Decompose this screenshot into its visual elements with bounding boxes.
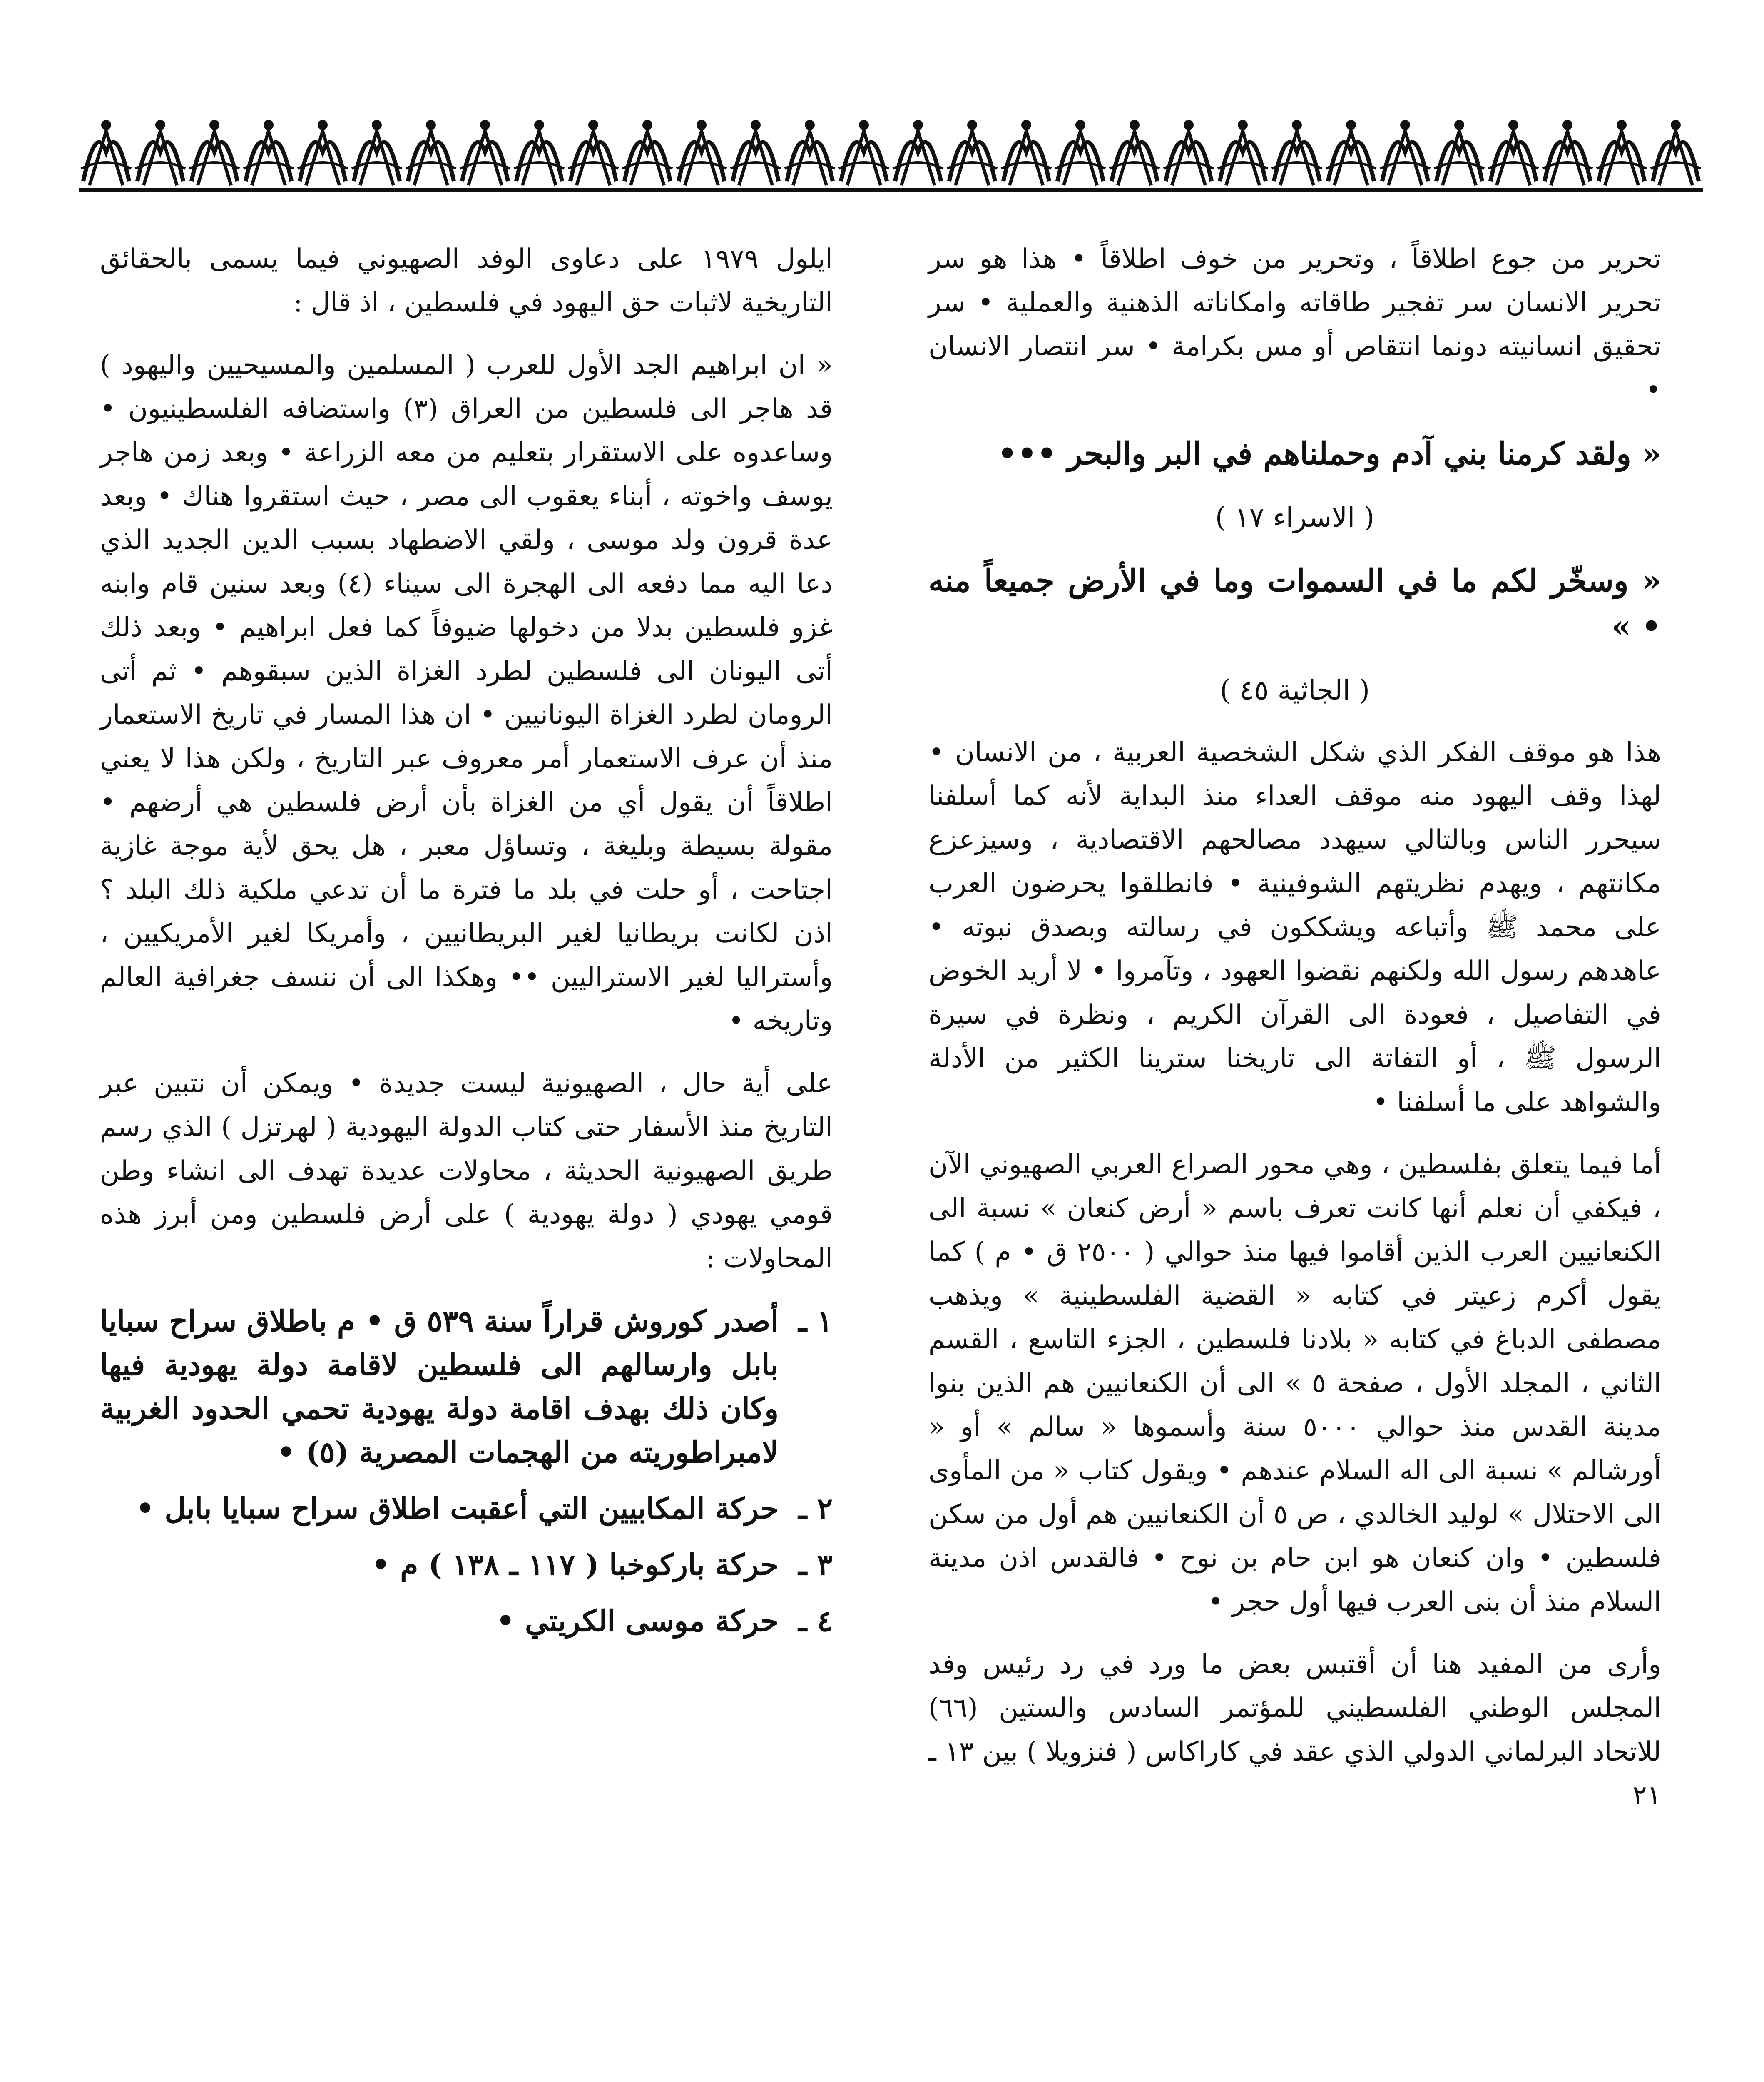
left-paragraph-1: ايلول ١٩٧٩ على دعاوى الوفد الصهيوني فيما يسمى بالحقائق التاريخية لاثبات حق اليهود في فلسطين ، اذ قال : bbox=[100, 244, 833, 318]
quran-verse-1: « ولقد كرمنا بني آدم وحملناهم في البر والبحر ••• bbox=[997, 436, 1661, 472]
list-item-number: ٤ ـ bbox=[798, 1604, 833, 1638]
list-item-text: أصدر كوروش قراراً سنة ٥٣٩ ق • م باطلاق سراح سبايا بابل وارسالهم الى فلسطين لاقامة دولة يهودية فيها وكان ذلك بهدف اقامة دولة يهودية تحمي الحدود الغربية لامبراطوريته من الهجمات المصرية (٥) • bbox=[100, 1304, 779, 1469]
left-column bbox=[100, 237, 833, 1655]
verse-1-reference: ( الاسراء ١٧ ) bbox=[1215, 501, 1375, 533]
left-paragraph-2: « ان ابراهيم الجد الأول للعرب ( المسلمين والمسيحيين واليهود ) قد هاجر الى فلسطين من العراق (٣) واستضافه الفلسطينيون • وساعدوه على الاستقرار بتعليم من معه الزراعة • وبعد زمن هاجر يوسف واخوته ، أبناء يعقوب الى مصر ، حيث استقروا هناك • وبعد عدة قرون ولد موسى ، ولقي الاضطهاد بسبب الدين الجديد الذي دعا اليه مما دفعه الى الهجرة الى سيناء (٤) وبعد سنين قام وابنه غزو فلسطين بدلا من دخولها ضيوفاً كما فعل ابراهيم • وبعد ذلك أتى اليونان الى فلسطين لطرد الغزاة الذين سبقوهم • ثم أتى الرومان لطرد الغزاة اليونانيين • ان هذا المسار في تاريخ الاستعمار منذ أن عرف الاستعمار أمر معروف عبر التاريخ ، ولكن هذا لا يعني اطلاقاً أن يقول أي من الغزاة بأن أرض فلسطين هي أرضهم • مقولة بسيطة وبليغة ، وتساؤل معبر ، هل يحق لأية موجة غازية اجتاحت ، أو حلت في بلد ما فترة ما أن تدعي ملكية ذلك البلد ؟ اذن لكانت بريطانيا لغير البريطانيين ، وأمريكا لغير الأمريكيين ، وأستراليا لغير الاستراليين •• وهكذا الى أن ننسف جغرافية العالم وتاريخه • bbox=[100, 350, 833, 1036]
left-paragraph-3: على أية حال ، الصهيونية ليست جديدة • ويمكن أن نتبين عبر التاريخ منذ الأسفار حتى كتاب الدولة اليهودية ( لهرتزل ) الذي رسم طريق الصهيونية الحديثة ، محاولات عديدة تهدف الى انشاء وطن قومي يهودي ( دولة يهودية ) على أرض فلسطين ومن أبرز هذه المحاولات : bbox=[100, 1068, 833, 1274]
quran-verse-2: « وسخّر لكم ما في السموات وما في الأرض جميعاً منه • » bbox=[928, 563, 1661, 645]
list-item-number: ٢ ـ bbox=[798, 1491, 833, 1526]
list-item bbox=[100, 1543, 833, 1586]
list-item bbox=[100, 1299, 833, 1474]
list-item-text: حركة موسى الكريتي • bbox=[496, 1604, 779, 1638]
list-item-text: حركة المكابيين التي أعقبت اطلاق سراح سبايا بابل • bbox=[136, 1491, 779, 1526]
list-item bbox=[100, 1487, 833, 1530]
decorative-border-ornament bbox=[79, 106, 1703, 194]
zionist-attempts-list bbox=[100, 1299, 833, 1643]
right-paragraph-1: تحرير من جوع اطلاقاً ، وتحرير من خوف اطلاقاً • هذا هو سر تحرير الانسان سر تفجير طاقاته وامكاناته الذهنية والعملية • سر تحقيق انسانيته دونما انتقاص أو مس بكرامة • سر انتصار الانسان • bbox=[928, 244, 1661, 406]
verse-2-reference: ( الجاثية ٤٥ ) bbox=[1219, 674, 1370, 706]
right-paragraph-4: وأرى من المفيد هنا أن أقتبس بعض ما ورد في رد رئيس وفد المجلس الوطني الفلسطيني للمؤتمر السادس والستين (٦٦) للاتحاد البرلماني الدولي الذي عقد في كاراكاس ( فنزويلا ) بين ١٣ ـ ٢١ bbox=[928, 1649, 1662, 1811]
right-paragraph-3: أما فيما يتعلق بفلسطين ، وهي محور الصراع العربي الصهيوني الآن ، فيكفي أن نعلم أنها كانت تعرف باسم « أرض كنعان » نسبة الى الكنعانيين العرب الذين أقاموا فيها منذ حوالي ( ٢٥٠٠ ق • م ) كما يقول أكرم زعيتر في كتابه « القضية الفلسطينية » ويذهب مصطفى الدباغ في كتابه « بلادنا فلسطين ، الجزء التاسع ، القسم الثاني ، المجلد الأول ، صفحة ٥ » الى أن الكنعانيين هم الذين بنوا مدينة القدس منذ حوالي ٥٠٠٠ سنة وأسموها « سالم » أو « أورشالم » نسبة الى اله السلام عندهم • ويقول كتاب « من المأوى الى الاحتلال » لوليد الخالدي ، ص ٥ أن الكنعانيين هم أول من سكن فلسطين • وان كنعان هو ابن حام بن نوح • فالقدس اذن مدينة السلام منذ أن بنى العرب فيها أول حجر • bbox=[928, 1149, 1662, 1617]
list-item-number: ٣ ـ bbox=[798, 1547, 833, 1582]
list-item-number: ١ ـ bbox=[798, 1304, 833, 1338]
right-paragraph-2: هذا هو موقف الفكر الذي شكل الشخصية العربية ، من الانسان • لهذا وقف اليهود منه موقف العداء منذ البداية لأنه كما أسلفنا سيحرر الناس وبالتالي سيهدد مصالحهم الاقتصادية ، وسيزعزع مكانتهم ، ويهدم نظريتهم الشوفينية • فانطلقوا يحرضون العرب على محمد ﷺ وأتباعه ويشككون في رسالته وبصدق نبوته • عاهدهم رسول الله ولكنهم نقضوا العهود ، وتآمروا • لا أريد الخوض في التفاصيل ، فعودة الى القرآن الكريم ، ونظرة في سيرة الرسول ﷺ ، أو التفاتة الى تاريخنا سترينا الكثير من الأدلة والشواهد على ما أسلفنا • bbox=[928, 737, 1662, 1118]
list-item-text: حركة باركوخبا ( ١١٧ ـ ١٣٨ ) م • bbox=[371, 1547, 779, 1582]
list-item bbox=[100, 1599, 833, 1643]
right-column bbox=[928, 237, 1661, 1836]
